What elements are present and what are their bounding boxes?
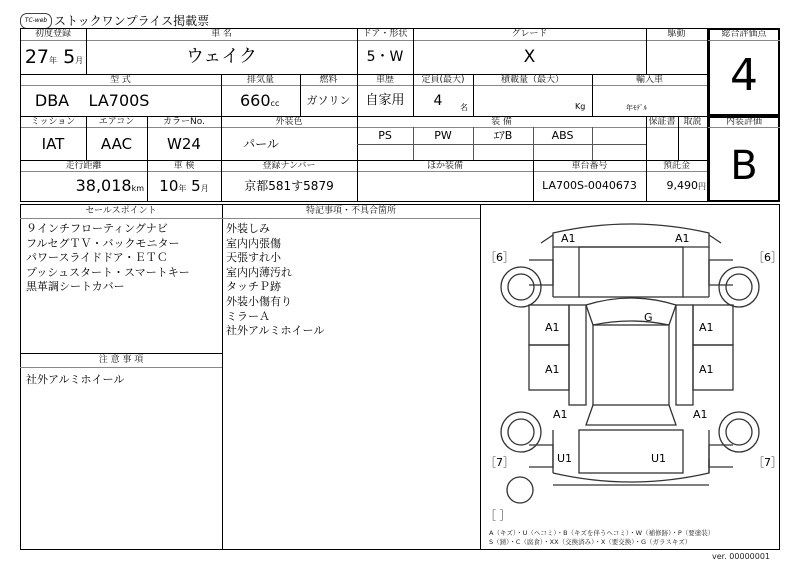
inspection-year: 10 [159, 177, 179, 195]
inspection-month-unit: 月 [200, 184, 209, 193]
load-unit: Kg [575, 102, 586, 111]
label-model: 型 式 [110, 75, 131, 85]
label-mileage: 走行距離 [65, 161, 102, 171]
notes-list [226, 222, 324, 339]
label-color-no: カラーNo. [163, 117, 205, 127]
price-unit: 円 [698, 182, 706, 191]
list-item: ミラーＡ [226, 309, 270, 323]
label-car-name: 車 名 [211, 29, 232, 39]
label-fuel: 燃料 [319, 75, 338, 85]
sales-points-list [26, 222, 190, 295]
label-aircon: エアコン [98, 117, 135, 127]
ext-color-value: パール [243, 137, 279, 151]
damage-mark: G [644, 311, 653, 324]
label-capacity: 定員(最大) [421, 75, 465, 85]
reg-year-unit: 年 [49, 56, 58, 65]
list-item: 社外アルミホイール [26, 373, 125, 386]
first-reg-value [22, 44, 86, 74]
label-grade: グレード [511, 29, 548, 39]
label-warranty: 保証書 [648, 117, 676, 127]
label-import: 輸入車 [635, 75, 663, 85]
label-interior-score: 内装評価 [725, 117, 762, 127]
bracket-spare: ［ ］ [485, 509, 511, 522]
list-item: 室内内張傷 [226, 236, 281, 250]
plate-value: 京都581す5879 [244, 179, 334, 193]
damage-mark: A1 [545, 363, 560, 376]
car-name-value: ウェイク [186, 46, 257, 67]
label-door-type: ドア・形状 [362, 29, 408, 39]
color-no-value: W24 [167, 135, 201, 153]
damage-legend-line2: S（錆）・C（腐食）・XX（交換済み）・X（要交換）・G（ガラスキズ） [489, 538, 692, 546]
damage-mark: U1 [557, 452, 573, 465]
transmission-value: IAT [41, 135, 65, 153]
list-item: 外装小傷有り [226, 294, 292, 308]
list-item: フルセグＴＶ・バックモニター [26, 236, 180, 250]
label-notes-defects: 特記事項・不具合箇所 [305, 206, 396, 216]
damage-diagram [481, 205, 782, 549]
inspection-month: 5 [191, 177, 201, 195]
caution-list [26, 373, 124, 388]
reg-year: 27 [24, 46, 50, 68]
bracket-rear-left: ［7］ [485, 456, 514, 469]
label-usage: 車歴 [375, 75, 394, 85]
displacement-unit: cc [270, 99, 280, 108]
car-outline [481, 205, 779, 549]
bracket-front-left: ［6］ [485, 251, 514, 264]
label-equipment: 装 備 [491, 117, 512, 127]
mileage-number: 38,018 [75, 176, 132, 195]
logo-text: TC-web [24, 17, 48, 24]
label-inspection: 車 検 [173, 161, 195, 171]
capacity-value: 4 [433, 93, 443, 109]
damage-legend-line1: A（キズ）・U（ヘコミ）・B（キズを伴うヘコミ）・W（補修跡）・P（要塗装） [489, 529, 715, 537]
list-item: 外装しみ [226, 222, 270, 235]
label-other-equip: ほか装備 [426, 161, 463, 171]
damage-mark: A1 [699, 321, 714, 334]
label-load: 積載量（最大） [500, 75, 564, 85]
label-displacement: 排気量 [246, 75, 274, 85]
aircon-value: AAC [100, 135, 133, 153]
label-chassis: 車台番号 [571, 161, 608, 171]
model-prefix-value: DBA [34, 91, 70, 110]
list-item: 社外アルミホイール [226, 324, 325, 338]
displacement-value [240, 89, 300, 116]
inspection-value [147, 174, 221, 201]
label-first-reg: 初度登録 [34, 29, 71, 39]
price-value [646, 174, 706, 199]
version-label: ver. 00000001 [712, 552, 771, 561]
list-item: 室内内薄汚れ [226, 265, 292, 279]
damage-mark: A1 [699, 363, 714, 376]
bracket-rear-right: ［7］ [753, 456, 782, 469]
label-transmission: ミッション [30, 117, 76, 127]
equip-abs: ABS [551, 129, 574, 142]
label-ext-color: 外装色 [275, 117, 303, 127]
label-sales-points: セールスポイント [85, 206, 157, 216]
import-note: 年ﾓﾃﾞﾙ [626, 104, 647, 112]
list-item: 天張すれ小 [226, 251, 281, 265]
label-drive: 駆動 [667, 29, 686, 39]
model-value: LA700S [88, 91, 150, 110]
page-title: ストックワンプライス掲載票 [54, 14, 210, 28]
overall-score-value: 4 [730, 50, 758, 101]
damage-mark: A1 [693, 408, 708, 421]
label-overall-score: 総合評価点 [721, 29, 767, 39]
capacity-unit: 名 [460, 103, 468, 112]
interior-score-value: B [730, 143, 758, 189]
inspection-year-unit: 年 [178, 184, 187, 193]
equip-pw: PW [434, 129, 452, 142]
displacement-number: 660 [240, 91, 271, 110]
door-value: 5・W [366, 49, 404, 65]
damage-mark: A1 [545, 321, 560, 334]
label-caution: 注 意 事 項 [98, 355, 144, 365]
damage-mark: A1 [675, 232, 690, 245]
equip-airbag: ｴｱB [493, 129, 513, 142]
fuel-value: ガソリン [306, 94, 351, 107]
mileage-unit: km [131, 184, 144, 193]
logo [20, 13, 52, 29]
list-item: ９インチフローティングナビ [26, 222, 168, 235]
grade-value: X [523, 47, 536, 67]
damage-mark: A1 [553, 408, 568, 421]
damage-mark: A1 [561, 232, 576, 245]
reg-month: 5 [63, 46, 76, 68]
label-estimated-price: 預託金 [662, 161, 690, 171]
bracket-front-right: ［6］ [753, 251, 782, 264]
list-item: プッシュスタート・スマートキー [26, 265, 190, 279]
reg-month-unit: 月 [75, 56, 84, 65]
equip-ps: PS [378, 129, 392, 142]
label-plate: 登録ナンバー [262, 161, 316, 171]
list-item: パワースライドドア・ＥＴＣ [26, 251, 168, 264]
list-item: タッチＰ跡 [226, 280, 281, 294]
chassis-value: LA700S-0040673 [542, 179, 637, 192]
mileage-value [24, 174, 144, 201]
label-manual: 取説 [683, 117, 702, 127]
list-item: 黒革調シートカバー [26, 280, 125, 293]
damage-mark: U1 [651, 452, 667, 465]
usage-value: 自家用 [365, 93, 405, 108]
price-number: 9,490 [666, 179, 698, 192]
